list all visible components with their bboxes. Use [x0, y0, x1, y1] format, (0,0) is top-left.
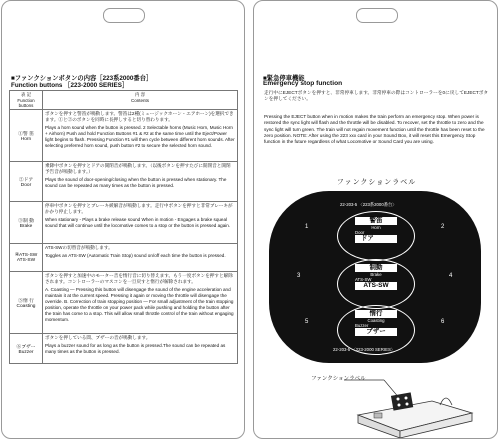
sound-box-illustration — [344, 367, 484, 439]
row-number: ④ — [14, 252, 19, 258]
label-door-en: Door — [355, 230, 365, 235]
label-door-jp: ドア — [355, 235, 397, 243]
header-name-jp: 表 記 — [20, 92, 32, 97]
table-row — [10, 334, 238, 364]
label-number-2: 2 — [441, 224, 445, 230]
hanging-hole — [103, 8, 145, 23]
row-contents-jp: ボタンを押すと加速中のモーター音を惰行音に切り替えます。もう一度ボタンを押すと解除されます。コントローラーのマスコンを一旦戻すと惰行が解除されます。 — [45, 273, 233, 285]
header-contents-en: Contents — [130, 98, 149, 103]
row-contents-jp: ATS-SWの切替音が鳴動します。 — [45, 245, 113, 250]
emergency-title-jp: ■緊急停車機能 — [263, 75, 305, 82]
function-card-left — [1, 0, 245, 439]
row-contents — [43, 244, 238, 272]
row-contents — [43, 334, 238, 364]
row-name — [10, 110, 43, 162]
row-name-jp: 惰 行 — [22, 298, 34, 304]
row-name — [10, 334, 43, 364]
row-number: ⑤ — [18, 298, 23, 304]
row-contents-en: Toggles an ATS-SW (Automatic Train Stop) sound on/off each time the button is pressed. — [45, 253, 226, 259]
function-label — [269, 191, 481, 363]
header-contents-jp: 内 容 — [134, 92, 146, 97]
row-contents-en: Plays a horn sound when the button is pressed. 2 Selectable horns (Music Horn, Music Horn + Airhorn) Push and hold Function Buttons #1 & #2 at the same time until the Eject/Power light begins to flash. Pressing Function #1 will then cycle between different horn sounds. After selecting preferred horn sound, push button #2 to secure the selected horn sound. — [45, 125, 235, 149]
label-coasting-en: Coasting — [367, 318, 385, 323]
label-ats-jp: ATS-SW — [355, 282, 397, 290]
label-caption: ファンクションラベル — [311, 376, 366, 382]
label-coasting-jp: 惰行 — [355, 310, 397, 318]
header-name — [10, 91, 43, 110]
label-number-1: 1 — [305, 224, 309, 230]
label-series-top: 22-203-5 〈223系2000番台〉 — [340, 202, 397, 207]
table-row — [10, 110, 238, 162]
row-name-jp: 警 笛 — [22, 131, 34, 137]
box-slot — [374, 413, 382, 418]
label-section-title: ファンクションラベル — [336, 179, 417, 186]
emergency-title-en: Emergency stop function — [263, 80, 343, 87]
hanging-hole — [356, 8, 398, 23]
row-contents-jp: ボタンを押している間、ブザーの音が鳴動します。 — [45, 335, 151, 340]
emergency-body-jp: 走行中にEJECTボタンを押すと、非常停車します。非常停車の際はコントローラーを0に戻してEJECTボタンを押してください。 — [264, 90, 489, 102]
row-contents-jp: 乗降中ボタンを押すとドアの開閉音が鳴動します。（以後ボタンを押すたびに開閉音と開閉予告音が鳴動します。） — [45, 163, 231, 175]
label-pair-5-6 — [355, 310, 397, 336]
label-number-5: 5 — [305, 319, 309, 325]
row-contents-en: Plays the sound of door-opening/closing when the button is pressed when stationary. The sound can be repeated as many times as the button is pressed. — [45, 177, 227, 189]
label-series-bottom: 22-203-5 〈223-2000 SERIES〉 — [333, 347, 396, 352]
row-number: ⑥ — [16, 344, 22, 350]
label-number-4: 4 — [449, 273, 453, 279]
label-buzzer-en: Buzzer — [355, 323, 369, 328]
label-pair-3-4 — [355, 264, 397, 290]
label-number-3: 3 — [297, 273, 301, 279]
row-name-en: ATS-SW — [16, 257, 36, 263]
row-name — [10, 244, 43, 272]
row-contents-jp: 停車中ボタンを押すとブレーキ緩解音が鳴動します。走行中ボタンを押すと非常ブレーキがかかり停止します。 — [45, 203, 233, 215]
section-subtitle-series: ［223-2000 SERIES］ — [64, 82, 129, 89]
label-buzzer-jp: ブザー — [355, 328, 397, 336]
section-subtitle — [11, 80, 128, 89]
row-contents-en: When stationary - Plays a brake release sound When in motion - Engages a brake squeal sound that will continue until the locomotive comes to a stop or the button is pressed again. — [45, 217, 231, 229]
row-name — [10, 202, 43, 244]
label-horn-en: Horn — [371, 225, 381, 230]
label-horn-jp: 警笛 — [355, 217, 397, 225]
row-name-en: Buzzer — [18, 349, 34, 355]
box-button — [397, 398, 400, 401]
box-button — [405, 397, 408, 400]
row-contents — [43, 110, 238, 162]
row-name-en: Door — [20, 182, 32, 188]
row-contents-en: Plays a buzzer sound for as long as the button is pressed.The sound can be repeated as many times as the button is pressed. — [45, 343, 226, 355]
row-contents — [43, 202, 238, 244]
row-contents-en: A. Coasting — Pressing this button will disengage the sound of the engine acceleration and maintain it at the current speed. Pressing it again or moving the throttle will disengage the override. B. Correction of train stopping position — For small adjustment of the train stopping position, operate the throttle on your power pack while pushing and holding the button after the train has come to a stop. This will allow small throttle control of the train without engaging momentum. — [45, 287, 234, 323]
row-number: ② — [18, 177, 24, 183]
box-button — [398, 404, 401, 407]
table-row — [10, 162, 238, 202]
row-name-en: Coasting — [16, 303, 36, 309]
row-name-jp: ブザー — [21, 344, 36, 350]
row-name-en: Horn — [20, 136, 32, 142]
emergency-body-en: Pressing the EJECT button when in motion makes the train perform an emergency stop. When power is restored the sync light will flash and the throttle will be disabled. To recover, set the throttle to zero and the sync light will turn green. The train will not regain movement function until the throttle has been reset to the zero position. NOTE: After using the 223 xxx card in your Sound Box, it will reset this Emergency Stop function in the future regardless of what Locomotive or Sound Card you are using. — [264, 114, 485, 145]
row-number: ③ — [18, 218, 23, 224]
table-header-row — [10, 91, 238, 110]
table-row — [10, 244, 238, 272]
table-row — [10, 272, 238, 334]
header-name-en: Function buttons — [17, 98, 35, 108]
label-brake-en: Brake — [370, 272, 382, 277]
row-number: ① — [18, 131, 23, 137]
label-brake-jp: 制動 — [355, 264, 397, 272]
row-name-jp: ドア — [23, 177, 34, 183]
row-name-en: Brake — [19, 223, 33, 229]
header-contents — [43, 91, 238, 110]
label-number-6: 6 — [441, 319, 445, 325]
row-name-jp: ATS-SW — [19, 252, 38, 258]
row-contents-jp: ボタンを押すと警笛が鳴動します。警笛は2種(ミュージックホーン・エアホーン)を選択できます。①と②のボタンを同時に長押しすると切り替わります。 — [45, 111, 234, 123]
row-contents — [43, 272, 238, 334]
row-contents — [43, 162, 238, 202]
row-name — [10, 272, 43, 334]
label-ats-en: ATS-SW — [355, 277, 372, 282]
section-title: ■ファンクションボタンの内容［223系2000番台］ — [11, 75, 153, 82]
section-subtitle-en: Function buttons — [11, 82, 63, 89]
row-name — [10, 162, 43, 202]
label-card-right — [253, 0, 498, 439]
row-name-jp: 制 動 — [22, 218, 34, 224]
function-table — [9, 90, 238, 364]
box-button — [406, 403, 409, 406]
table-row — [10, 202, 238, 244]
label-pair-1-2 — [355, 217, 397, 243]
